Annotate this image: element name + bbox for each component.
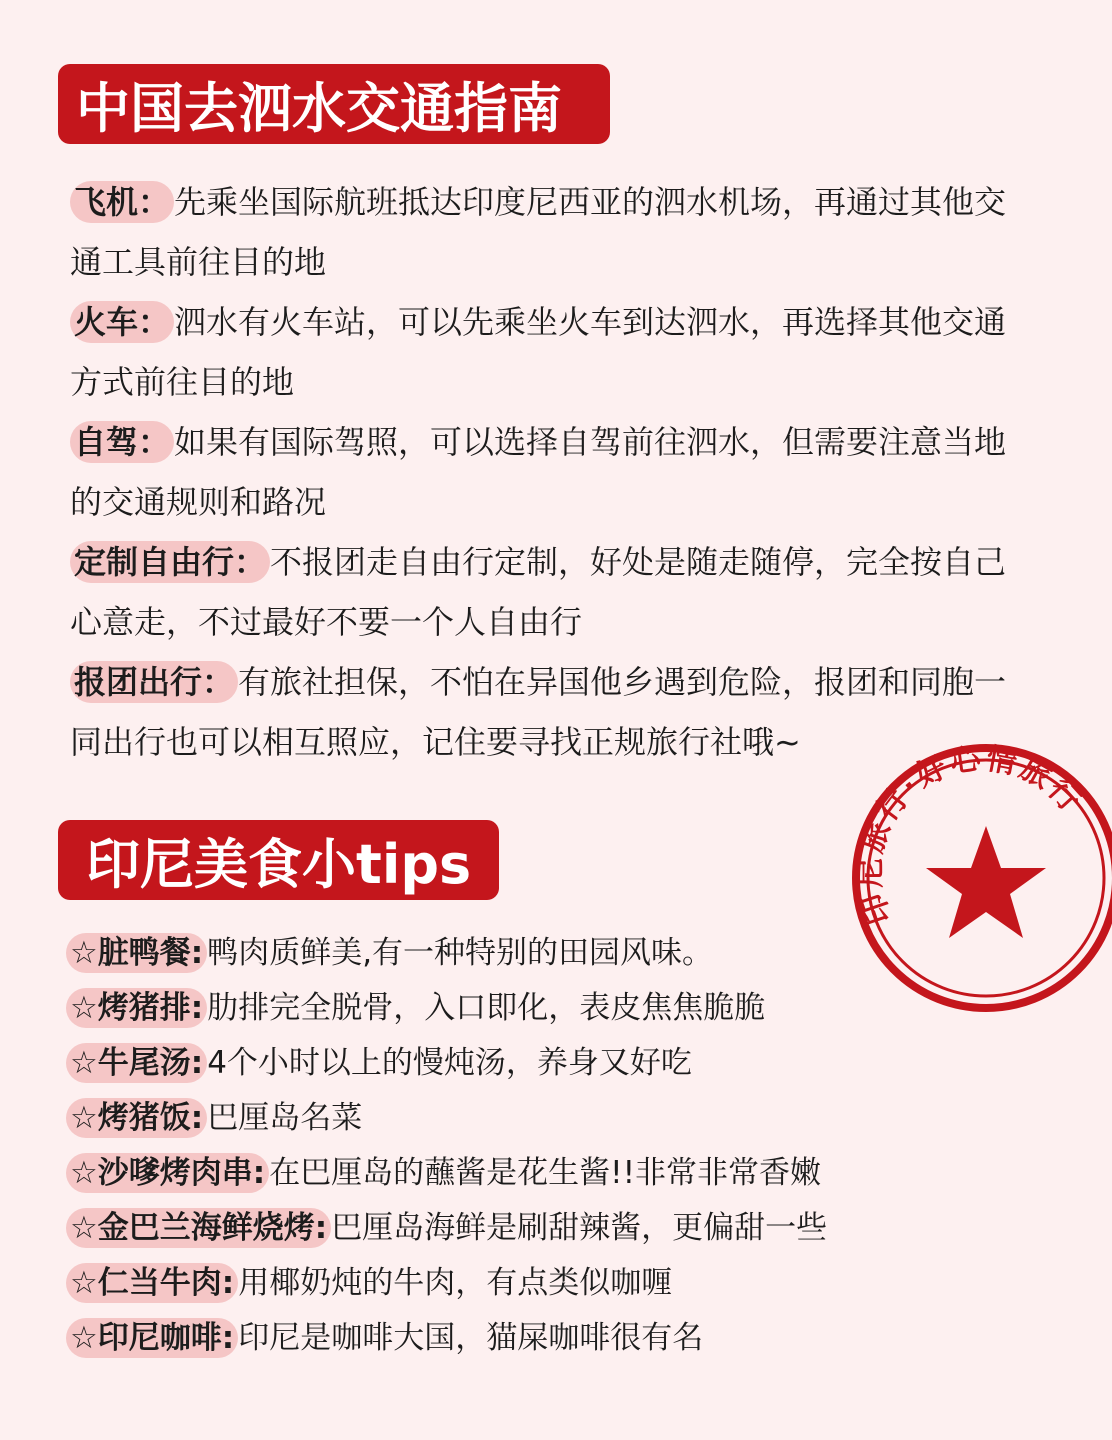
food-item [66, 1311, 966, 1366]
food-label: ☆烤猪饭: [66, 1098, 207, 1138]
food-item [66, 1256, 966, 1311]
food-text: 巴厘岛海鲜是刷甜辣酱，更偏甜一些 [331, 1210, 828, 1246]
transport-text: 如果有国际驾照，可以选择自驾前往泗水，但需要注意当地的交通规则和路况 [70, 423, 1007, 521]
food-text: 4个小时以上的慢炖汤，养身又好吃 [207, 1045, 692, 1081]
food-label: ☆印尼咖啡: [66, 1318, 238, 1358]
food-label: ☆脏鸭餐: [66, 933, 207, 973]
transport-text: 先乘坐国际航班抵达印度尼西亚的泗水机场，再通过其他交通工具前往目的地 [70, 183, 1007, 281]
transport-label: 自驾： [70, 421, 174, 463]
transport-item [70, 412, 1025, 532]
food-text: 在巴厘岛的蘸酱是花生酱!!非常非常香嫩 [269, 1155, 822, 1191]
food-label: ☆烤猪排: [66, 988, 207, 1028]
food-label: ☆沙嗲烤肉串: [66, 1153, 269, 1193]
stamp-text: 印尼旅行·好心情旅行 [853, 741, 1089, 929]
transport-text: 有旅社担保，不怕在异国他乡遇到危险，报团和同胞一同出行也可以相互照应，记住要寻找正规旅行社哦~ [70, 663, 1007, 761]
transport-label: 火车： [70, 301, 174, 343]
food-text: 巴厘岛名菜 [207, 1100, 363, 1136]
transport-item [70, 292, 1025, 412]
food-item [66, 981, 966, 1036]
transport-list [70, 172, 1025, 772]
food-item [66, 1201, 966, 1256]
transport-label: 定制自由行： [70, 541, 270, 583]
food-text: 用椰奶炖的牛肉，有点类似咖喱 [238, 1265, 673, 1301]
transport-label: 飞机： [70, 181, 174, 223]
travel-stamp [852, 741, 1112, 1008]
food-label: ☆牛尾汤: [66, 1043, 207, 1083]
section-title-transport: 中国去泗水交通指南 [58, 64, 610, 144]
food-item [66, 1091, 966, 1146]
food-item [66, 926, 966, 981]
food-text: 鸭肉质鲜美,有一种特别的田园风味。 [207, 935, 714, 971]
section-title-food: 印尼美食小tips [58, 820, 499, 900]
food-item [66, 1036, 966, 1091]
transport-item [70, 172, 1025, 292]
food-item [66, 1146, 966, 1201]
transport-text: 不报团走自由行定制，好处是随走随停，完全按自己心意走，不过最好不要一个人自由行 [70, 543, 1007, 641]
food-text: 印尼是咖啡大国，猫屎咖啡很有名 [238, 1320, 704, 1356]
food-text: 肋排完全脱骨，入口即化，表皮焦焦脆脆 [207, 990, 766, 1026]
food-list [66, 926, 966, 1366]
transport-label: 报团出行： [70, 661, 238, 703]
star-icon [926, 826, 1046, 938]
food-label: ☆仁当牛肉: [66, 1263, 238, 1303]
food-label: ☆金巴兰海鲜烧烤: [66, 1208, 331, 1248]
transport-text: 泗水有火车站，可以先乘坐火车到达泗水，再选择其他交通方式前往目的地 [70, 303, 1007, 401]
transport-item [70, 532, 1025, 652]
